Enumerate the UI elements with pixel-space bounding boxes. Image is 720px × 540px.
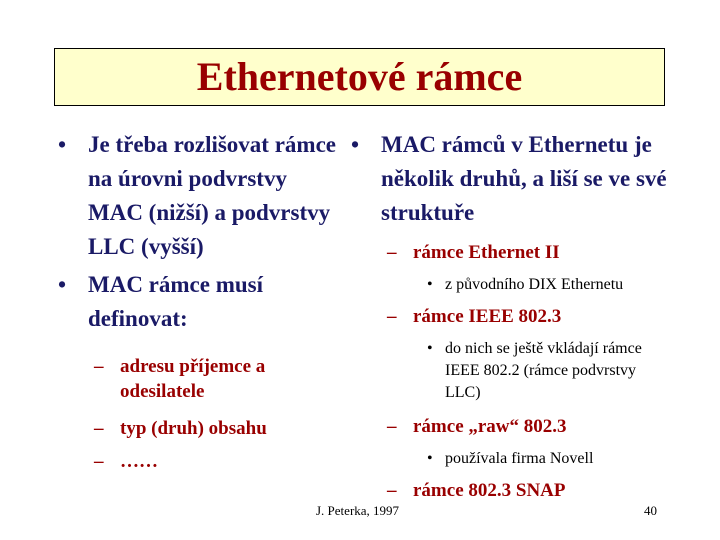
title-box (54, 48, 665, 106)
right-bullet-text: MAC rámců v Ethernetu je několik druhů, a liší se ve své struktuře (381, 132, 667, 225)
bullet-mark: • (427, 450, 433, 467)
footer-author: J. Peterka, 1997 (316, 503, 400, 518)
page-number: 40 (644, 503, 657, 518)
dash-mark: – (387, 306, 397, 327)
bullet-mark: • (427, 340, 433, 357)
dash-mark: – (94, 451, 104, 472)
right-item-2-text: rámce IEEE 802.3 (413, 306, 562, 327)
right-note-3 (349, 448, 709, 470)
left-sub-3-text: …… (120, 451, 158, 472)
slide-title: Ethernetové rámce (196, 54, 523, 99)
right-note-1 (349, 274, 709, 296)
bullet-mark: • (58, 132, 67, 157)
right-item-1 (349, 240, 709, 265)
right-item-2 (349, 304, 709, 329)
bullet-mark: • (427, 276, 433, 293)
left-sub-1-text: adresu příjemce a odesilatele (120, 356, 266, 402)
left-column (56, 128, 346, 474)
right-item-3 (349, 414, 709, 439)
dash-mark: – (387, 242, 397, 263)
left-bullet-1 (56, 128, 346, 264)
left-bullet-1-text: Je třeba rozlišovat rámce na úrovni podvrstvy MAC (nižší) a podvrstvy LLC (vyšší) (88, 132, 337, 259)
right-note-2-text: do nich se ještě vkládají rámce IEEE 802.2 (rámce podvrstvy LLC) (445, 340, 642, 401)
right-item-4-text: rámce 802.3 SNAP (413, 480, 566, 501)
right-note-2 (349, 338, 655, 404)
left-sub-2 (56, 416, 346, 441)
left-sub-2-text: typ (druh) obsahu (120, 418, 267, 439)
right-note-1-text: z původního DIX Ethernetu (445, 276, 624, 293)
right-column (349, 128, 709, 503)
dash-mark: – (387, 416, 397, 437)
left-bullet-2 (56, 268, 346, 336)
dash-mark: – (387, 480, 397, 501)
bullet-mark: • (351, 132, 360, 157)
right-item-3-text: rámce „raw“ 802.3 (413, 416, 567, 437)
dash-mark: – (94, 418, 104, 439)
bullet-mark: • (58, 272, 67, 297)
right-note-3-text: používala firma Novell (445, 450, 594, 467)
left-sub-3 (56, 449, 346, 474)
left-sub-1 (56, 354, 346, 404)
right-bullet (349, 128, 711, 230)
left-bullet-2-text: MAC rámce musí definovat: (88, 272, 264, 331)
right-item-4 (349, 478, 709, 503)
right-item-1-text: rámce Ethernet II (413, 242, 560, 263)
dash-mark: – (94, 356, 104, 377)
